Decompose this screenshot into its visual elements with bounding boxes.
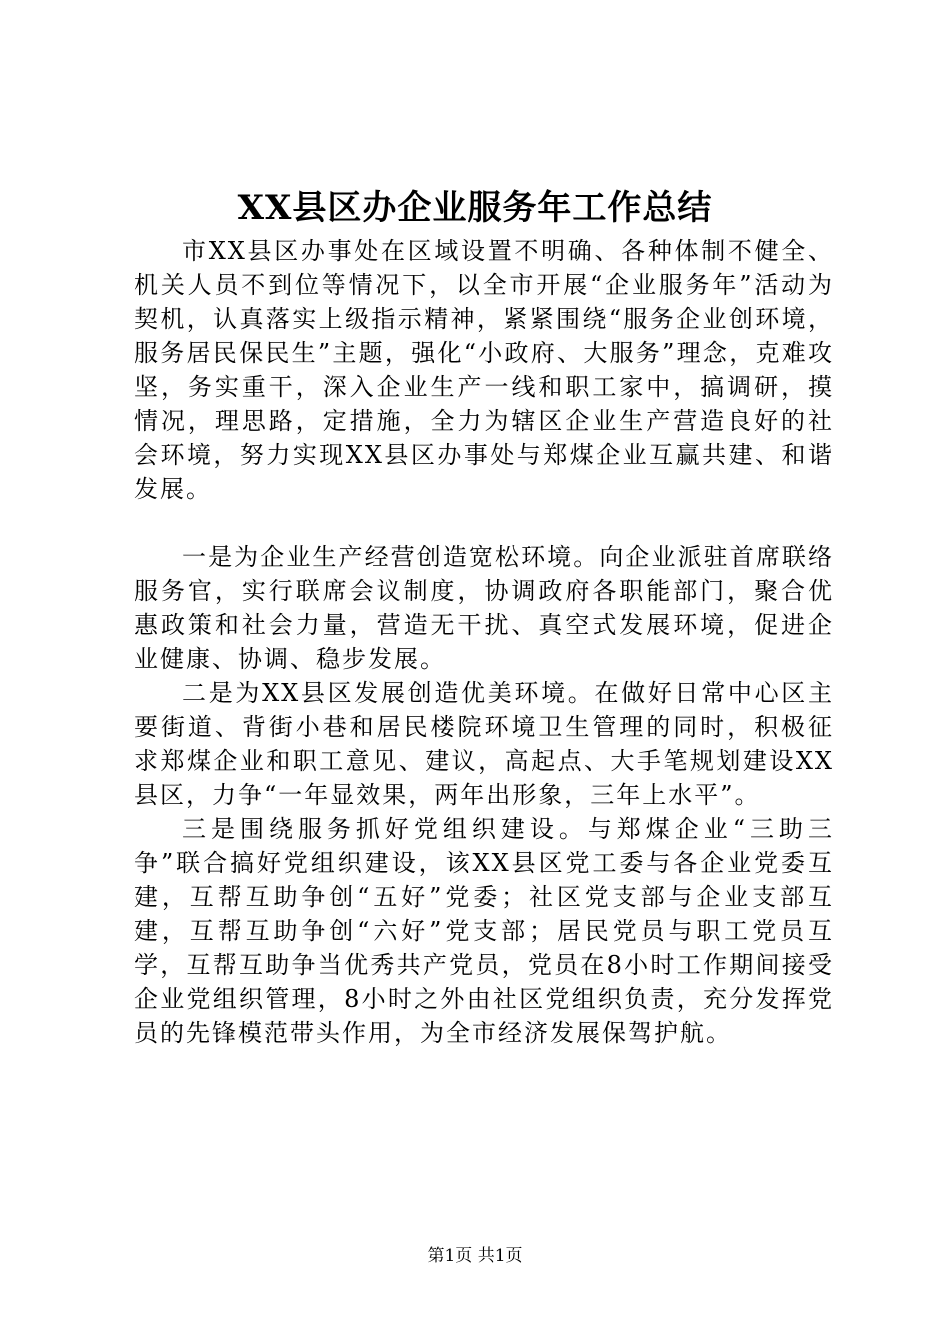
document-body xyxy=(134,234,834,1050)
paragraph-point-2: 二是为XX县区发展创造优美环境。在做好日常中心区主要街道、背街小巷和居民楼院环境卫生管理的同时，积极征求郑煤企业和职工意见、建议，高起点、大手笔规划建设XX县区，力争“一年显效果，两年出形象，三年上水平”。 xyxy=(134,679,834,809)
paragraph-point-3: 三是围绕服务抓好党组织建设。与郑煤企业“三助三争”联合搞好党组织建设，该XX县区党工委与各企业党委互建，互帮互助争创“五好”党委；社区党支部与企业支部互建，互帮互助争创“六好”党支部；居民党员与职工党员互学，互帮互助争当优秀共产党员，党员在8小时工作期间接受企业党组织管理，8小时之外由社区党组织负责，充分发挥党员的先锋模范带头作用，为全市经济发展保驾护航。 xyxy=(134,815,834,1047)
paragraph-intro: 市XX县区办事处在区域设置不明确、各种体制不健全、机关人员不到位等情况下，以全市开展“企业服务年”活动为契机，认真落实上级指示精神，紧紧围绕“服务企业创环境，服务居民保民生”主题，强化“小政府、大服务”理念，克难攻坚，务实重干，深入企业生产一线和职工家中，搞调研，摸情况，理思路，定措施，全力为辖区企业生产营造良好的社会环境，努力实现XX县区办事处与郑煤企业互赢共建、和谐发展。 xyxy=(134,237,834,503)
document-title: XX县区办企业服务年工作总结 xyxy=(237,188,713,228)
page-number-footer: 第1页 共1页 xyxy=(427,1246,523,1266)
paragraph-point-1: 一是为企业生产经营创造宽松环境。向企业派驻首席联络服务官，实行联席会议制度，协调政府各职能部门，聚合优惠政策和社会力量，营造无干扰、真空式发展环境，促进企业健康、协调、稳步发展。 xyxy=(134,543,834,673)
